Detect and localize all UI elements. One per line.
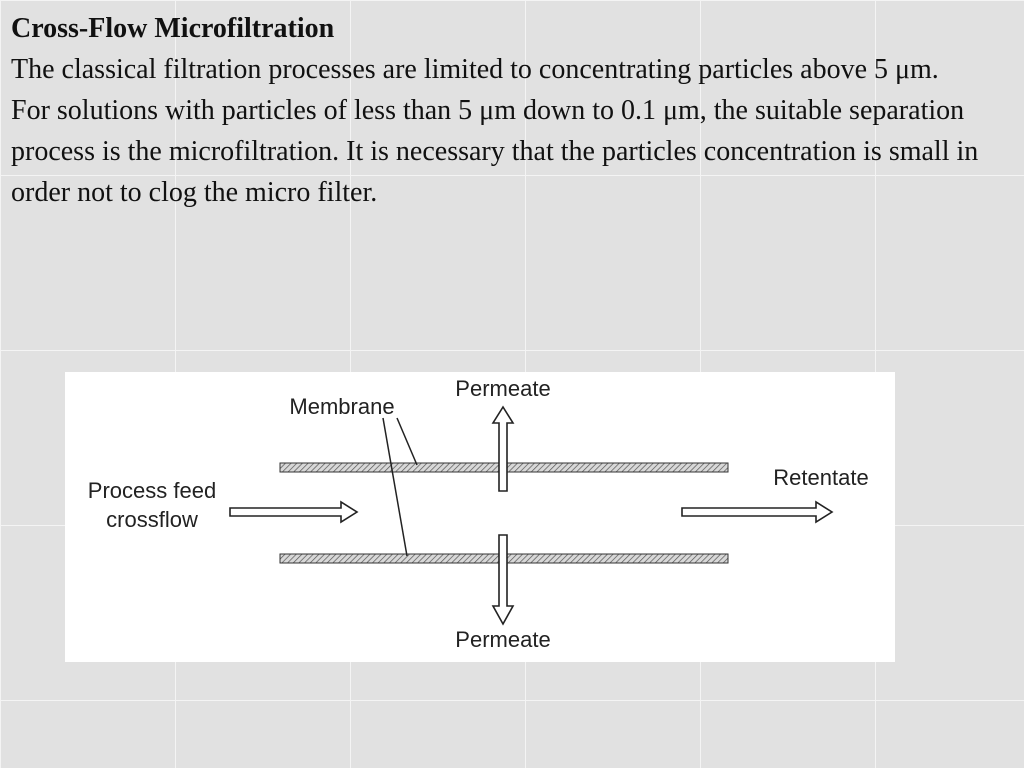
paragraph-classical-filtration: The classical filtration processes are limited to concentrating particles above 5 μm. <box>11 54 939 85</box>
slide-title: Cross-Flow Microfiltration <box>11 13 335 44</box>
permeate-bottom-label: Permeate <box>455 627 551 652</box>
membrane-leader-bottom <box>383 418 407 556</box>
permeate-down-arrow <box>493 535 513 624</box>
permeate-top-label: Permeate <box>455 376 551 401</box>
crossflow-diagram <box>65 372 895 662</box>
crossflow-label: crossflow <box>106 507 198 532</box>
slide-text <box>11 8 1016 213</box>
process-feed-label: Process feed <box>87 478 217 503</box>
feed-arrow <box>230 502 357 522</box>
retentate-label: Retentate <box>773 465 869 490</box>
membrane-label: Membrane <box>289 394 395 419</box>
permeate-up-arrow <box>493 407 513 491</box>
crossflow-diagram-svg <box>65 372 895 662</box>
membrane-leader-top <box>397 418 417 465</box>
paragraph-microfiltration: For solutions with particles of less than 5 μm down to 0.1 μm, the suitable separation process is the microfiltration. It is necessary that the particles concentration is small in order not to clog the micro filter. <box>11 95 979 208</box>
retentate-arrow <box>682 502 832 522</box>
